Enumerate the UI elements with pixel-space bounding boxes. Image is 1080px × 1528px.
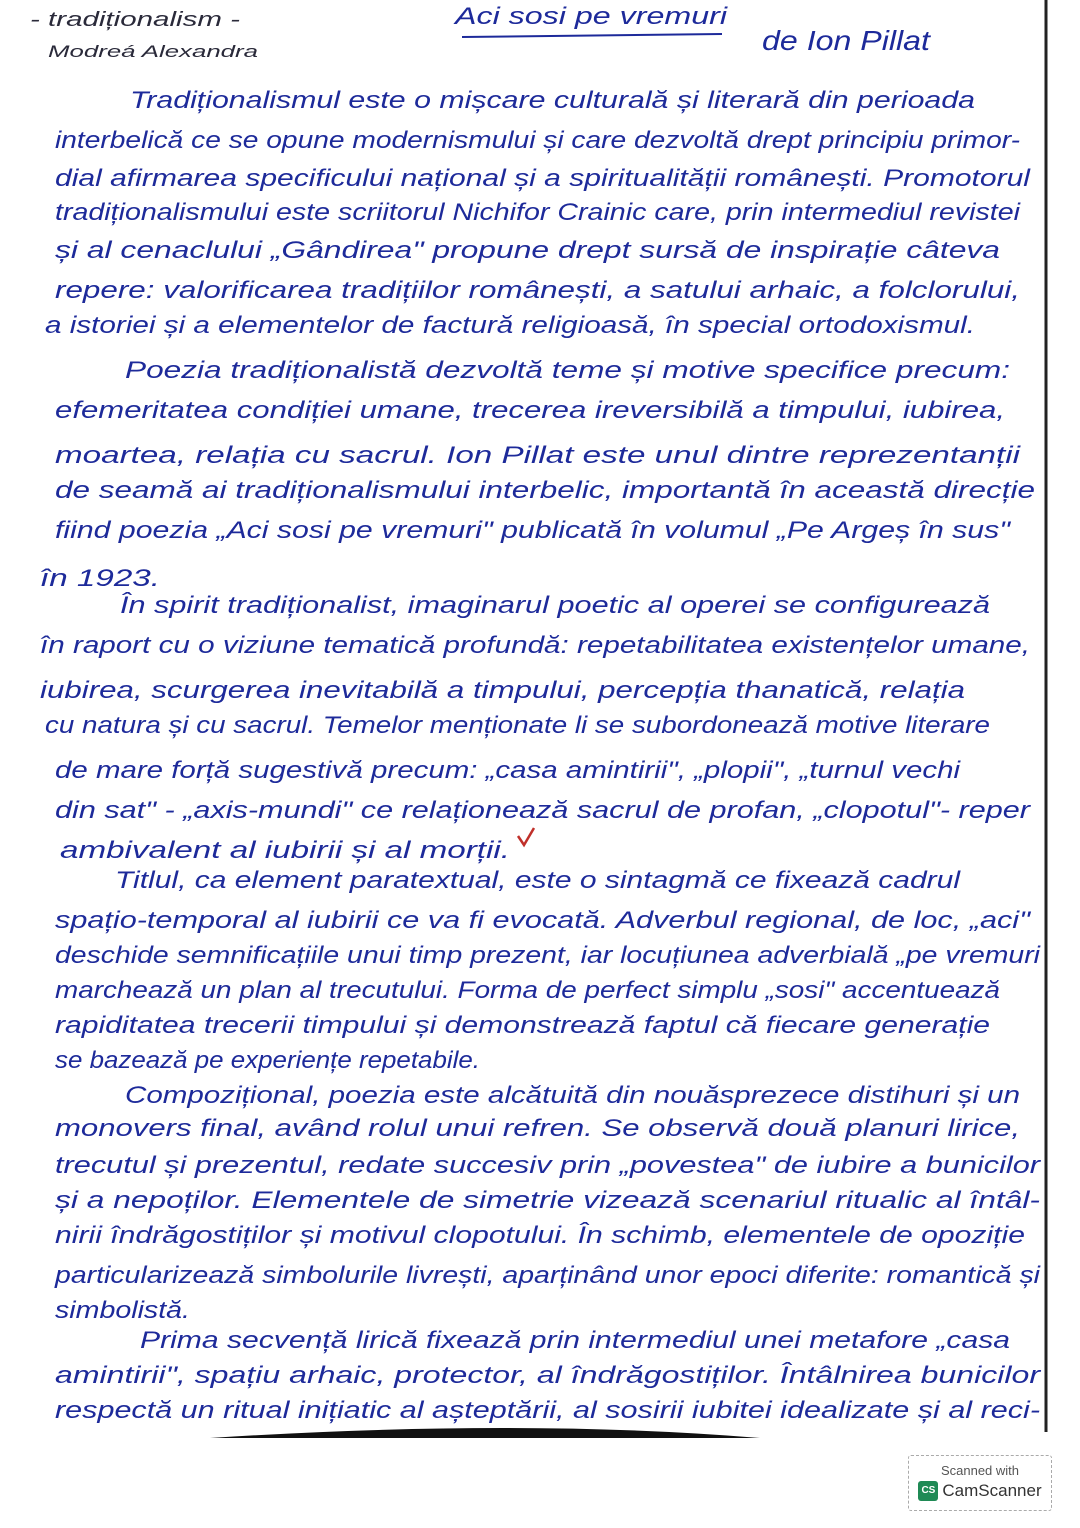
essay-line: deschide semnificațiile unui timp prezent, iar locuțiunea adverbială „pe vremuri xyxy=(55,942,1041,969)
essay-line: particularizează simbolurile livrești, aparținând unor epoci diferite: romantică și xyxy=(53,1262,1041,1289)
essay-line: din sat" - „axis-mundi" ce relaționează sacrul de profan, „clopotul"- reper xyxy=(55,797,1032,824)
student-name: Modreá Alexandra xyxy=(48,42,258,61)
essay-line: se bazează pe experiențe repetabile. xyxy=(55,1047,480,1074)
essay-line: Tradiționalismul este o mișcare culturală și literară din perioada xyxy=(130,87,975,114)
essay-line: efemeritatea condiției umane, trecerea ireversibilă a timpului, iubirea, xyxy=(55,397,1005,424)
topic-label: - tradiționalism - xyxy=(30,9,241,31)
essay-line: Titlul, ca element paratextual, este o sintagmă ce fixează cadrul xyxy=(115,867,961,894)
essay-line: tradiționalismului este scriitorul Nichifor Crainic care, prin intermediul revistei xyxy=(55,199,1021,226)
essay-line: nirii îndrăgostiților și motivul clopotului. În schimb, elementele de opoziție xyxy=(55,1222,1025,1249)
poet-name: de Ion Pillat xyxy=(762,25,932,56)
essay-line: de mare forță sugestivă precum: „casa amintirii", „plopii", „turnul vechi xyxy=(55,757,961,784)
essay-line: ambivalent al iubirii și al morții. xyxy=(60,837,510,864)
essay-line: monovers final, având rolul unui refren. Se observă două planuri lirice, xyxy=(55,1115,1020,1142)
essay-line: spațio-temporal al iubirii ce va fi evocată. Adverbul regional, de loc, „aci" xyxy=(55,907,1032,934)
essay-line: Prima secvență lirică fixează prin intermediul unei metafore „casa xyxy=(140,1327,1010,1354)
essay-line: în raport cu o viziune tematică profundă: repetabilitatea existențelor umane, xyxy=(40,632,1030,659)
essay-line: marchează un plan al trecutului. Forma de perfect simplu „sosi" accentuează xyxy=(55,977,1001,1004)
essay-line: În spirit tradiționalist, imaginarul poetic al operei se configurează xyxy=(120,592,990,619)
essay-line: cu natura și cu sacrul. Temelor menționate li se subordonează motive literare xyxy=(45,712,990,739)
essay-line: respectă un ritual inițiatic al așteptării, al sosirii iubitei idealizate și al reci- xyxy=(55,1397,1041,1424)
essay-line: rapiditatea trecerii timpului și demonstrează faptul că fiecare generație xyxy=(55,1012,990,1039)
essay-line: repere: valorificarea tradițiilor românești, a satului arhaic, a folclorului, xyxy=(55,277,1020,304)
essay-line: de seamă ai tradiționalismului interbelic, importantă în această direcție xyxy=(55,477,1035,504)
essay-line: amintirii", spațiu arhaic, protector, al îndrăgostiților. Întâlnirea bunicilor xyxy=(55,1362,1042,1389)
essay-line: în 1923. xyxy=(40,565,160,592)
camscanner-watermark xyxy=(908,1455,1052,1511)
essay-line: a istoriei și a elementelor de factură religioasă, în special ortodoxismul. xyxy=(45,312,976,339)
essay-line: moartea, relația cu sacrul. Ion Pillat este unul dintre reprezentanții xyxy=(55,442,1021,469)
watermark-line2: CamScanner xyxy=(942,1481,1042,1500)
essay-line: fiind poezia „Aci sosi pe vremuri" publicată în volumul „Pe Argeș în sus" xyxy=(55,517,1012,544)
essay-line: și a nepoților. Elementele de simetrie vizează scenariul ritualic al întâl- xyxy=(55,1187,1040,1214)
essay-line: trecutul și prezentul, redate succesiv prin „povestea" de iubire a bunicilor xyxy=(55,1152,1042,1179)
poem-title: Aci sosi pe vremuri xyxy=(452,3,728,30)
essay-line: simbolistă. xyxy=(55,1297,190,1324)
camscanner-logo-icon: CS xyxy=(918,1481,938,1501)
essay-line: și al cenaclului „Gândirea" propune drept sursă de inspirație câteva xyxy=(55,237,1000,264)
essay-line: interbelică ce se opune modernismului și care dezvoltă drept principiu primor- xyxy=(55,127,1021,154)
watermark-line1: Scanned with xyxy=(940,1463,1020,1478)
essay-line: dial afirmarea specificului național și a spiritualității românești. Promotorul xyxy=(55,165,1031,192)
essay-line: Poezia tradiționalistă dezvoltă teme și motive specifice precum: xyxy=(125,357,1010,384)
essay-line: iubirea, scurgerea inevitabilă a timpului, percepția thanatică, relația xyxy=(40,677,965,704)
essay-line: Compozițional, poezia este alcătuită din nouăsprezece distihuri și un xyxy=(125,1082,1020,1109)
